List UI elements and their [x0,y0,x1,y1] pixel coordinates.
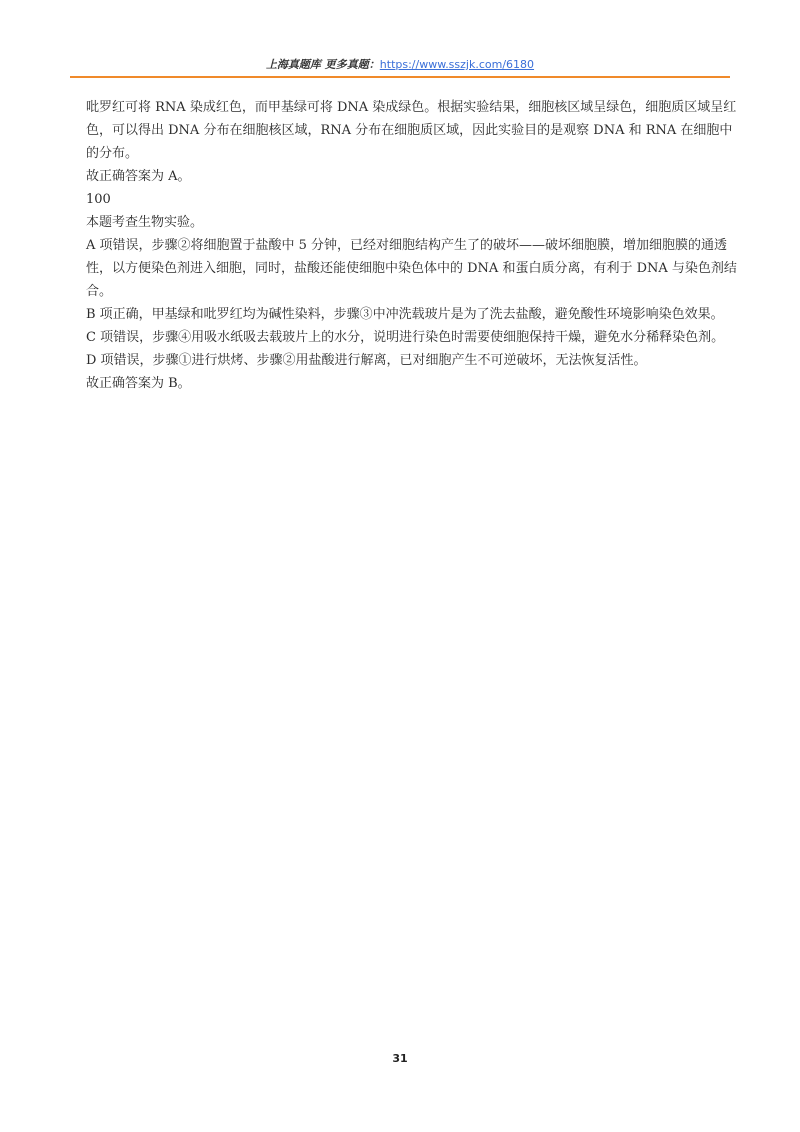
paragraph: 故正确答案为 A。 [86,169,191,184]
paragraph: 本题考查生物实验。 [86,215,204,230]
paragraph: C 项错误，步骤④用吸水纸吸去载玻片上的水分，说明进行染色时需要使细胞保持干燥，避免水分稀释染色剂。 [86,330,725,345]
paragraph: A 项错误，步骤②将细胞置于盐酸中 5 分钟，已经对细胞结构产生了的破坏——破坏细胞膜，增加细胞膜的通透性，以方便染色剂进入细胞，同时，盐酸还能使细胞中染色体中的 DNA 和蛋白质分离，有利于 DNA 与染色剂结合。 [86,238,737,299]
paragraph: 吡罗红可将 RNA 染成红色，而甲基绿可将 DNA 染成绿色。根据实验结果，细胞核区域呈绿色，细胞质区域呈红色，可以得出 DNA 分布在细胞核区域，RNA 分布在细胞质区域，因此实验目的是观察 DNA 和 RNA 在细胞中的分布。 [86,100,737,161]
page-number: 31 [392,1052,408,1065]
paragraph: D 项错误，步骤①进行烘烤、步骤②用盐酸进行解离，已对细胞产生不可逆破坏，无法恢复活性。 [86,353,647,368]
paragraph: 100 [86,192,111,207]
header-link[interactable]: https://www.sszjk.com/6180 [379,58,535,71]
paragraph: B 项正确，甲基绿和吡罗红均为碱性染料，步骤③中冲洗载玻片是为了洗去盐酸，避免酸性环境影响染色效果。 [86,307,724,322]
page-header [70,58,730,72]
header-label: 上海真题库 更多真题： [265,58,380,71]
header-divider [70,76,730,78]
document-body [86,96,740,395]
paragraph: 故正确答案为 B。 [86,376,191,391]
